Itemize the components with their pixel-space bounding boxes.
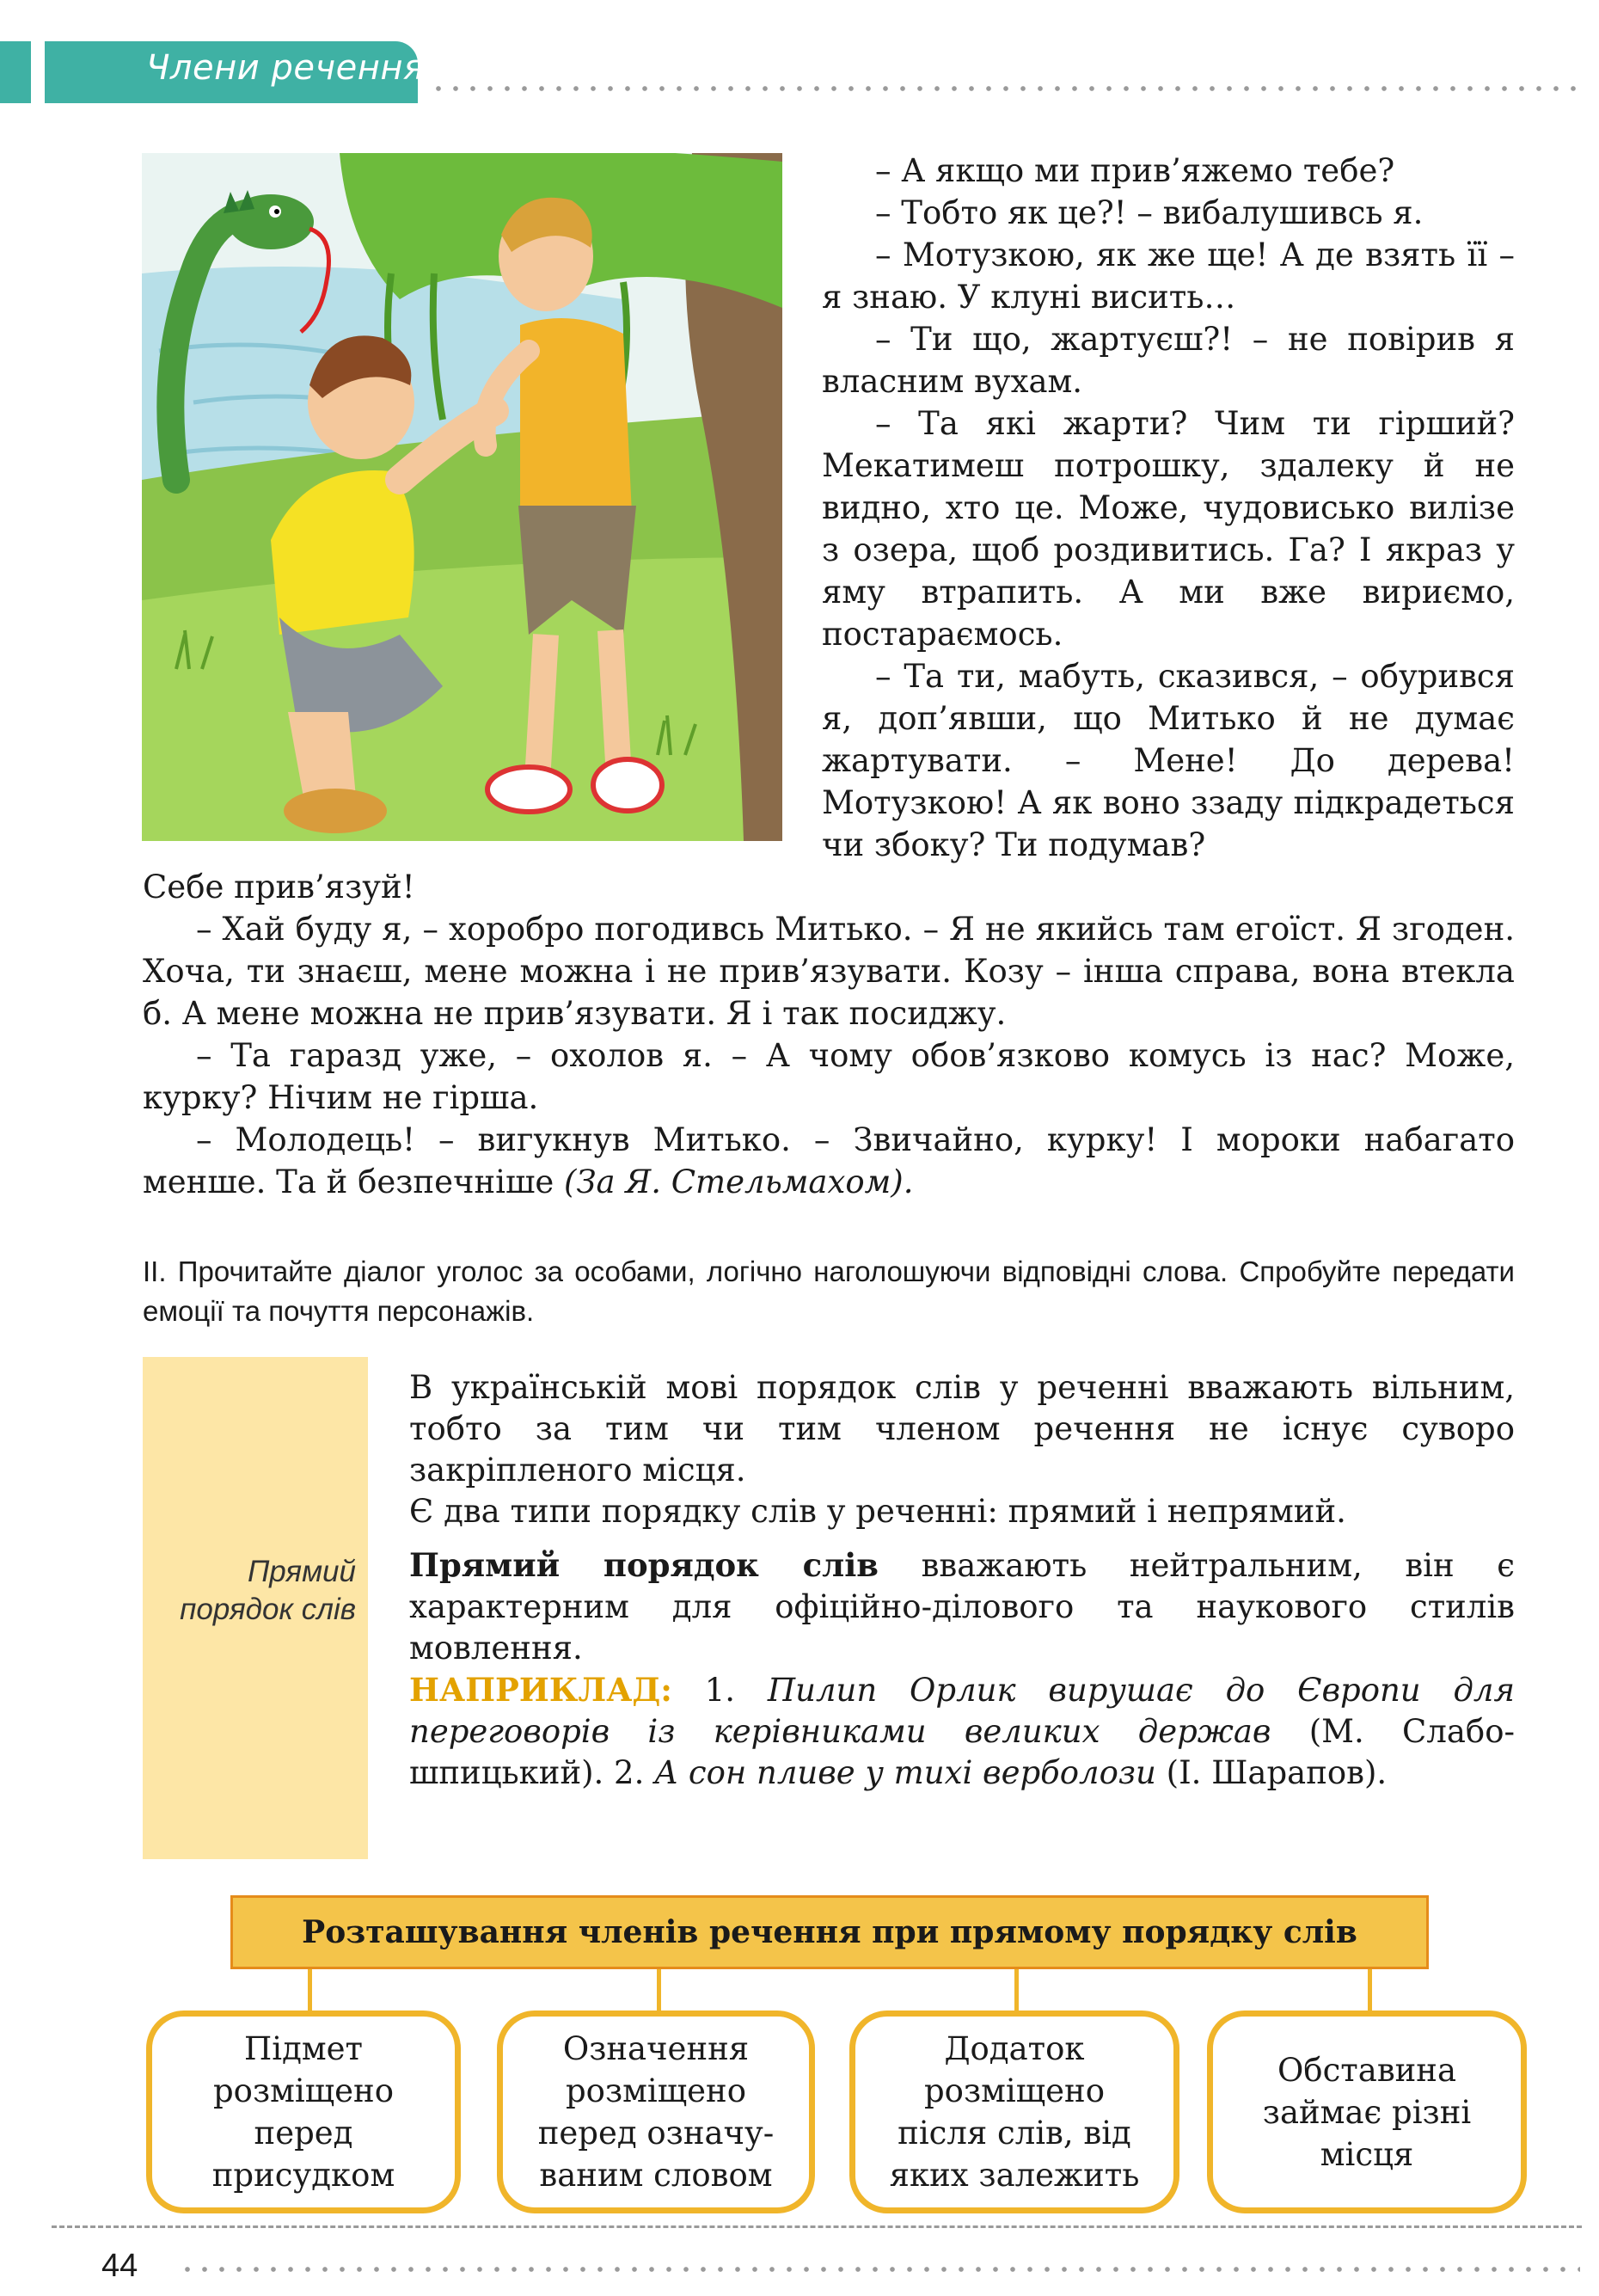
rule-text (409, 1367, 1515, 1794)
dialog-line: – Мотузкою, як же ще! А де взять її – я знаю. У клуні висить… (822, 236, 1515, 316)
scheme-box-line: після слів, від (898, 2115, 1131, 2152)
story-source: (За Я. Стельмахом). (564, 1163, 914, 1200)
scheme-box-line: Означення (562, 2030, 750, 2067)
rule-side-label: Прямий порядок слів (180, 1555, 356, 1626)
dialog-line: – Та які жарти? Чим ти гірший? Мекатимеш потрошку, здалеку й не видно, хто це. Може, чудовисько вилізе з озера, щоб роздивитись. Га? І якраз у яму втрапить. А ми вже вириємо, постараємось. (822, 405, 1515, 653)
story-right-column (822, 150, 1515, 866)
rule-term: Прямий порядок слів (409, 1546, 879, 1584)
rule-definition-text: вважають нейтральним, він є характерним для офіційно-ділового та наукового стилів мовлення. (409, 1547, 1515, 1667)
section-title: Члени речення (146, 48, 425, 88)
scheme-connector (657, 1969, 661, 2012)
dialog-line: – Тобто як це?! – вибалушивсь я. (875, 194, 1424, 231)
example-sentence: Пилип Орлик вирушає до Європи для переговорів із керівниками великих держав (409, 1672, 1515, 1750)
scheme-box-object (849, 2011, 1179, 2213)
rule-paragraph: Є два типи порядку слів у реченні: прямий і непрямий. (409, 1493, 1346, 1530)
footer-dashed-line (52, 2225, 1582, 2228)
rule-paragraph: В українській мові порядок слів у реченні вважають вільним, тобто за тим чи тим членом речення не існує суворо закріпленого місця. (409, 1369, 1515, 1489)
scheme-box-line: перед (254, 2115, 353, 2152)
scheme-box-attribute (497, 2011, 815, 2213)
story-illustration (142, 153, 782, 841)
scheme-box-line: Підмет (243, 2030, 364, 2067)
scheme-box-adverbial (1207, 2011, 1527, 2213)
dialog-line: – Та ти, мабуть, сказився, – обурився я, доп’явши, що Митько й не думає жартувати. – Мене! До дерева! Мотузкою! А як воно ззаду підкрадеться чи збоку? Ти подумав? (822, 658, 1515, 863)
dialog-text: – Молодець! – вигукнув Митько. – Звичайно, курку! І мороки набагато менше. Та й безпечніше (143, 1121, 1515, 1200)
dialog-line: – Хай буду я, – хоробро погодивсь Митько. – Я не якийсь там егоїст. Я згоден. Хоча, ти знаєш, мене можна і не прив’язувати. Козу – інша справа, вона втекла б. А мене можна не прив’язувати. Я і так посиджу. (143, 911, 1515, 1032)
example-label: НАПРИКЛАД: (409, 1671, 672, 1709)
scheme-box-subject (146, 2011, 461, 2213)
scheme-box-line: яких залежить (889, 2157, 1140, 2194)
scheme-box-line: розміщено (924, 2072, 1105, 2109)
dialog-line: – Ти що, жартуєш?! – не повірив я власним вухам. (822, 321, 1515, 400)
scheme-box-line: Додаток (944, 2030, 1085, 2067)
scheme-title: Розташування членів речення при прямому порядку слів (230, 1895, 1429, 1969)
dialog-line: – Та гаразд уже, – охолов я. – А чому обов’язково комусь із нас? Може, курку? Нічим не гірша. (143, 1037, 1515, 1116)
example-sentence: А сон пливе у тихі верболози (654, 1754, 1156, 1791)
scheme-box-line: перед означу- (537, 2115, 775, 2152)
scheme-box-line: місця (1320, 2135, 1414, 2173)
scheme-connector (308, 1969, 312, 2012)
scheme-box-line: Обставина (1277, 2051, 1457, 2089)
dialog-line: – А якщо ми прив’яжемо тебе? (875, 152, 1395, 189)
scheme-box-line: розміщено (566, 2072, 746, 2109)
header-tab-marker (0, 41, 31, 103)
scheme-box-line: присудком (211, 2157, 395, 2194)
story-wide-column (143, 866, 1515, 1203)
rule-example (409, 1669, 1515, 1794)
rule-definition (409, 1544, 1515, 1669)
scheme-connector (1014, 1969, 1019, 2012)
scheme-box-line: розміщено (213, 2072, 394, 2109)
page-number: 44 (101, 2248, 138, 2284)
footer-dotted-line (179, 2267, 1580, 2272)
example-author: (М. Слабошпицький). 2. (409, 1713, 1515, 1791)
example-author: (І. Шарапов). (1155, 1754, 1388, 1791)
scheme-connector (1368, 1969, 1372, 2012)
header-dotted-line (430, 86, 1582, 91)
dialog-line (143, 1119, 1515, 1203)
dialog-continuation: Себе прив’язуй! (143, 869, 415, 906)
task-text: ІІ. Прочитайте діалог уголос за особами, логічно наголошуючи відповідні слова. Спробуйте передати емоції та почуття персонажів. (143, 1255, 1515, 1327)
example-number: 1. (671, 1672, 768, 1709)
scheme-box-line: ваним словом (539, 2157, 773, 2194)
scheme-box-line: займає різні (1262, 2093, 1472, 2131)
